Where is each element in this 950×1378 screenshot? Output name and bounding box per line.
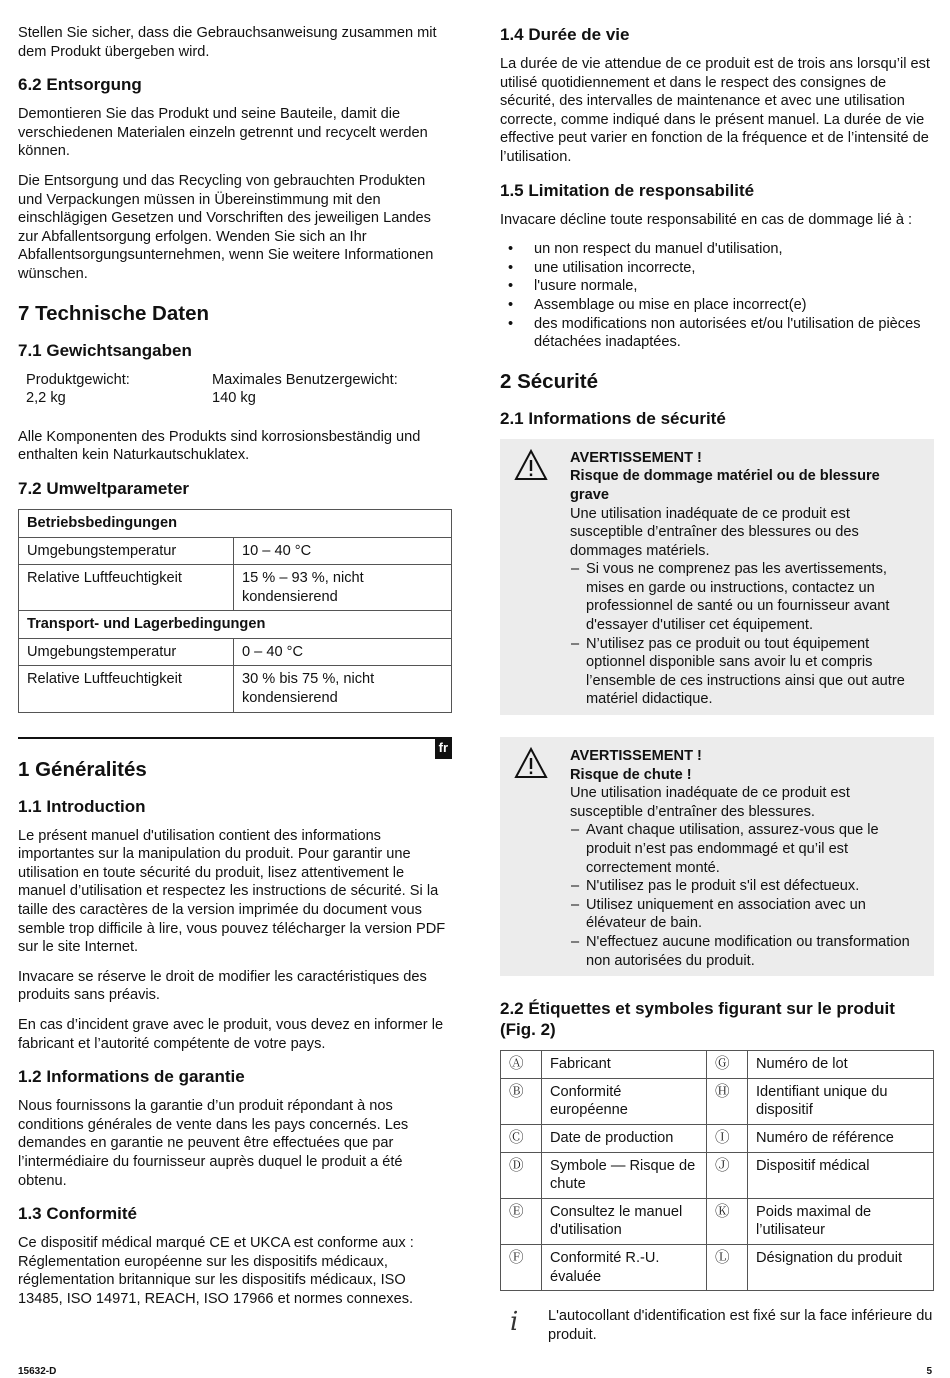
heading-1-2: 1.2 Informations de garantie <box>18 1067 245 1087</box>
symbol-label: Désignation du produit <box>748 1244 934 1290</box>
list-item: • Assemblage ou mise en place incorrect(e) <box>500 296 934 315</box>
info-note <box>500 1307 934 1344</box>
symbol-label: Consultez le manuel d'utilisation <box>542 1198 707 1244</box>
symbol-label: Date de production <box>542 1124 707 1152</box>
table-row <box>19 537 452 565</box>
env-section-transport: Transport- und Lagerbedingungen <box>19 611 452 639</box>
list-item: – Utilisez uniquement en association avec un élévateur de bain. <box>570 896 922 933</box>
heading-2: 2 Sécurité <box>500 369 598 393</box>
paragraph-1-2: Nous fournissons la garantie d’un produit répondant à nos conditions générales de vente dans les pays concernés. Les demandes en garantie ne peuvent être effectuées que par l’intermédiaire du fournisseur auprès duquel le produit a été obtenu. <box>18 1098 409 1189</box>
heading-1-5: 1.5 Limitation de responsabilité <box>500 180 755 200</box>
env-label: Relative Luftfeuchtigkeit <box>19 666 234 712</box>
symbol-label: Fabricant <box>542 1051 707 1079</box>
list-item: – N'utilisez pas le produit s'il est défectueux. <box>570 877 922 896</box>
heading-7-1: 7.1 Gewichtsangaben <box>18 340 192 360</box>
warning-subtitle: Risque de dommage matériel ou de blessure grave <box>570 468 880 503</box>
heading-1-3: 1.3 Conformité <box>18 1204 138 1224</box>
paragraph-1-5: Invacare décline toute responsabilité en cas de dommage lié à : <box>500 211 913 228</box>
document-id: 15632-D <box>18 1366 57 1377</box>
table-row <box>19 638 452 666</box>
warning-triangle-icon <box>514 449 548 481</box>
paragraph-6-2b: Die Entsorgung und das Recycling von gebrauchten Produkten und Verpackungen müssen in Übereinstimmung mit den einschlägigen Gesetzen und Vorschriften des jeweiligen Landes zur Abfallentsorgung erfolgen. Wenden Sie sich an Ihr Abfallentsorgungsunternehmen, wenn Sie weitere Informationen wünschen. <box>18 172 434 282</box>
liability-list <box>500 240 934 352</box>
warning-text: Une utilisation inadéquate de ce produit est susceptible d’entraîner des blessures. <box>570 785 850 820</box>
warning-text: Une utilisation inadéquate de ce produit est susceptible d’entraîner des blessures ou des dommages matériels. <box>570 505 859 559</box>
warning-box-fall <box>500 737 934 976</box>
heading-2-2: 2.2 Étiquettes et symboles figurant sur le produit (Fig. 2) <box>500 999 895 1040</box>
right-column <box>500 24 934 1344</box>
symbols-table <box>500 1050 934 1291</box>
heading-1-4: 1.4 Durée de vie <box>500 25 630 44</box>
symbol-letter: Ⓓ <box>501 1152 542 1198</box>
section-divider <box>18 737 452 755</box>
table-row <box>19 666 452 712</box>
warning-title: AVERTISSEMENT ! <box>570 449 702 466</box>
paragraph-1-1c: En cas d’incident grave avec le produit, vous devez en informer le fabricant et l’autorité compétente de votre pays. <box>18 1017 444 1052</box>
warning-title: AVERTISSEMENT ! <box>570 748 702 765</box>
info-text: L'autocollant d'identification est fixé sur la face inférieure du produit. <box>548 1308 933 1343</box>
symbol-label: Dispositif médical <box>748 1152 934 1198</box>
warning-list <box>570 821 922 970</box>
heading-1: 1 Généralités <box>18 757 147 781</box>
paragraph-1-1a: Le présent manuel d'utilisation contient des informations importantes sur la manipulation du produit. Pour garantir une utilisation en toute sécurité du produit, lisez attentivement le manuel d’utilisation et respectez les instructions de sécurité. Si la taille des caractères de la version imprimée du document vous semble trop difficile à lire, vous pouvez télécharger la version PDF sur le site Internet. <box>18 827 446 956</box>
intro-paragraph: Stellen Sie sicher, dass die Gebrauchsanweisung zusammen mit dem Produkt übergeben wird. <box>18 25 437 60</box>
weight-label-max-user: Maximales Benutzergewicht: <box>212 371 398 388</box>
paragraph-1-4: La durée de vie attendue de ce produit est de trois ans lorsqu’il est utilisé quotidiennement et dans le respect des consignes de sécurité, des intervalles de maintenance et avec une utilisation correcte, comme indiqué dans le présent manuel. La durée de vie effective peut varier en fonction de la fréquence et de l’intensité de l’utilisation. <box>500 56 930 165</box>
paragraph-1-3: Ce dispositif médical marqué CE et UKCA est conforme aux : Réglementation européenne sur les dispositifs médicaux, réglementation britannique sur les dispositifs médicaux, ISO 13485, ISO 14971, REACH, ISO 17966 et normes connexes. <box>18 1235 414 1307</box>
warning-subtitle: Risque de chute ! <box>570 766 692 783</box>
env-value: 30 % bis 75 %, nicht kondensierend <box>234 666 452 712</box>
list-item: – Si vous ne comprenez pas les avertissements, mises en garde ou instructions, contactez un professionnel de santé ou un fournisseur avant d'essayer d'utiliser cet équipement. <box>570 560 922 634</box>
symbol-label: Poids maximal de l’utilisateur <box>748 1198 934 1244</box>
env-value: 0 – 40 °C <box>234 638 452 666</box>
paragraph-1-1b: Invacare se réserve le droit de modifier les caractéristiques des produits sans préavis. <box>18 968 427 1004</box>
table-row <box>501 1124 934 1152</box>
weight-value-max-user: 140 kg <box>212 390 256 407</box>
symbol-label: Numéro de lot <box>748 1051 934 1079</box>
page-number: 5 <box>926 1366 932 1377</box>
symbol-letter: Ⓕ <box>501 1244 542 1290</box>
symbol-letter: Ⓔ <box>501 1198 542 1244</box>
weight-value-product: 2,2 kg <box>26 390 66 407</box>
env-label: Relative Luftfeuchtigkeit <box>19 565 234 611</box>
symbol-letter: Ⓖ <box>707 1051 748 1079</box>
weight-label-product: Produktgewicht: <box>26 371 130 388</box>
warning-box-damage <box>500 439 934 715</box>
list-item: • une utilisation incorrecte, <box>500 259 934 278</box>
symbol-letter: Ⓘ <box>707 1124 748 1152</box>
heading-7: 7 Technische Daten <box>18 301 210 325</box>
symbol-letter: Ⓑ <box>501 1078 542 1124</box>
env-value: 10 – 40 °C <box>234 537 452 565</box>
table-row <box>19 565 452 611</box>
paragraph-6-2a: Demontieren Sie das Produkt und seine Bauteile, damit die verschiedenen Materialen einzeln getrennt und recycelt werden können. <box>18 106 428 160</box>
env-label: Umgebungstemperatur <box>19 638 234 666</box>
paragraph-7-1: Alle Komponenten des Produkts sind korrosionsbeständig und enthalten kein Naturkautschuklatex. <box>18 428 421 464</box>
list-item: • l'usure normale, <box>500 277 934 296</box>
symbol-label: Symbole — Risque de chute <box>542 1152 707 1198</box>
symbol-label: Identifiant unique du dispositif <box>748 1078 934 1124</box>
list-item: – Avant chaque utilisation, assurez-vous que le produit n’est pas endommagé et qu’il est correctement monté. <box>570 821 922 877</box>
heading-6-2: 6.2 Entsorgung <box>18 75 142 95</box>
list-item: • un non respect du manuel d'utilisation, <box>500 240 934 259</box>
table-row <box>501 1198 934 1244</box>
symbol-letter: Ⓒ <box>501 1124 542 1152</box>
heading-7-2: 7.2 Umweltparameter <box>18 478 190 498</box>
table-row <box>501 1152 934 1198</box>
env-label: Umgebungstemperatur <box>19 537 234 565</box>
env-section-operation: Betriebsbedingungen <box>19 509 452 537</box>
symbol-letter: Ⓛ <box>707 1244 748 1290</box>
table-row <box>501 1051 934 1079</box>
symbol-letter: Ⓗ <box>707 1078 748 1124</box>
left-column <box>18 24 452 1320</box>
table-row <box>501 1244 934 1290</box>
weight-table <box>18 371 452 408</box>
symbol-label: Numéro de référence <box>748 1124 934 1152</box>
env-value: 15 % – 93 %, nicht kondensierend <box>234 565 452 611</box>
environment-table <box>18 509 452 713</box>
language-badge: fr <box>435 739 452 759</box>
symbol-letter: Ⓐ <box>501 1051 542 1079</box>
symbol-letter: Ⓚ <box>707 1198 748 1244</box>
table-row <box>501 1078 934 1124</box>
warning-triangle-icon <box>514 747 548 779</box>
list-item: • des modifications non autorisées et/ou l'utilisation de pièces détachées inadaptées. <box>500 315 934 352</box>
heading-1-1: 1.1 Introduction <box>18 796 146 816</box>
symbol-label: Conformité R.-U. évaluée <box>542 1244 707 1290</box>
symbol-label: Conformité européenne <box>542 1078 707 1124</box>
list-item: – N’utilisez pas ce produit ou tout équipement optionnel disponible sans avoir lu et compris l’ensemble de ces instructions ainsi que out autre matériel didactique. <box>570 635 922 709</box>
heading-2-1: 2.1 Informations de sécurité <box>500 408 726 428</box>
list-item: – N'effectuez aucune modification ou transformation non autorisées du produit. <box>570 933 922 970</box>
info-icon: i <box>510 1307 519 1338</box>
symbol-letter: Ⓙ <box>707 1152 748 1198</box>
warning-list <box>570 560 922 709</box>
